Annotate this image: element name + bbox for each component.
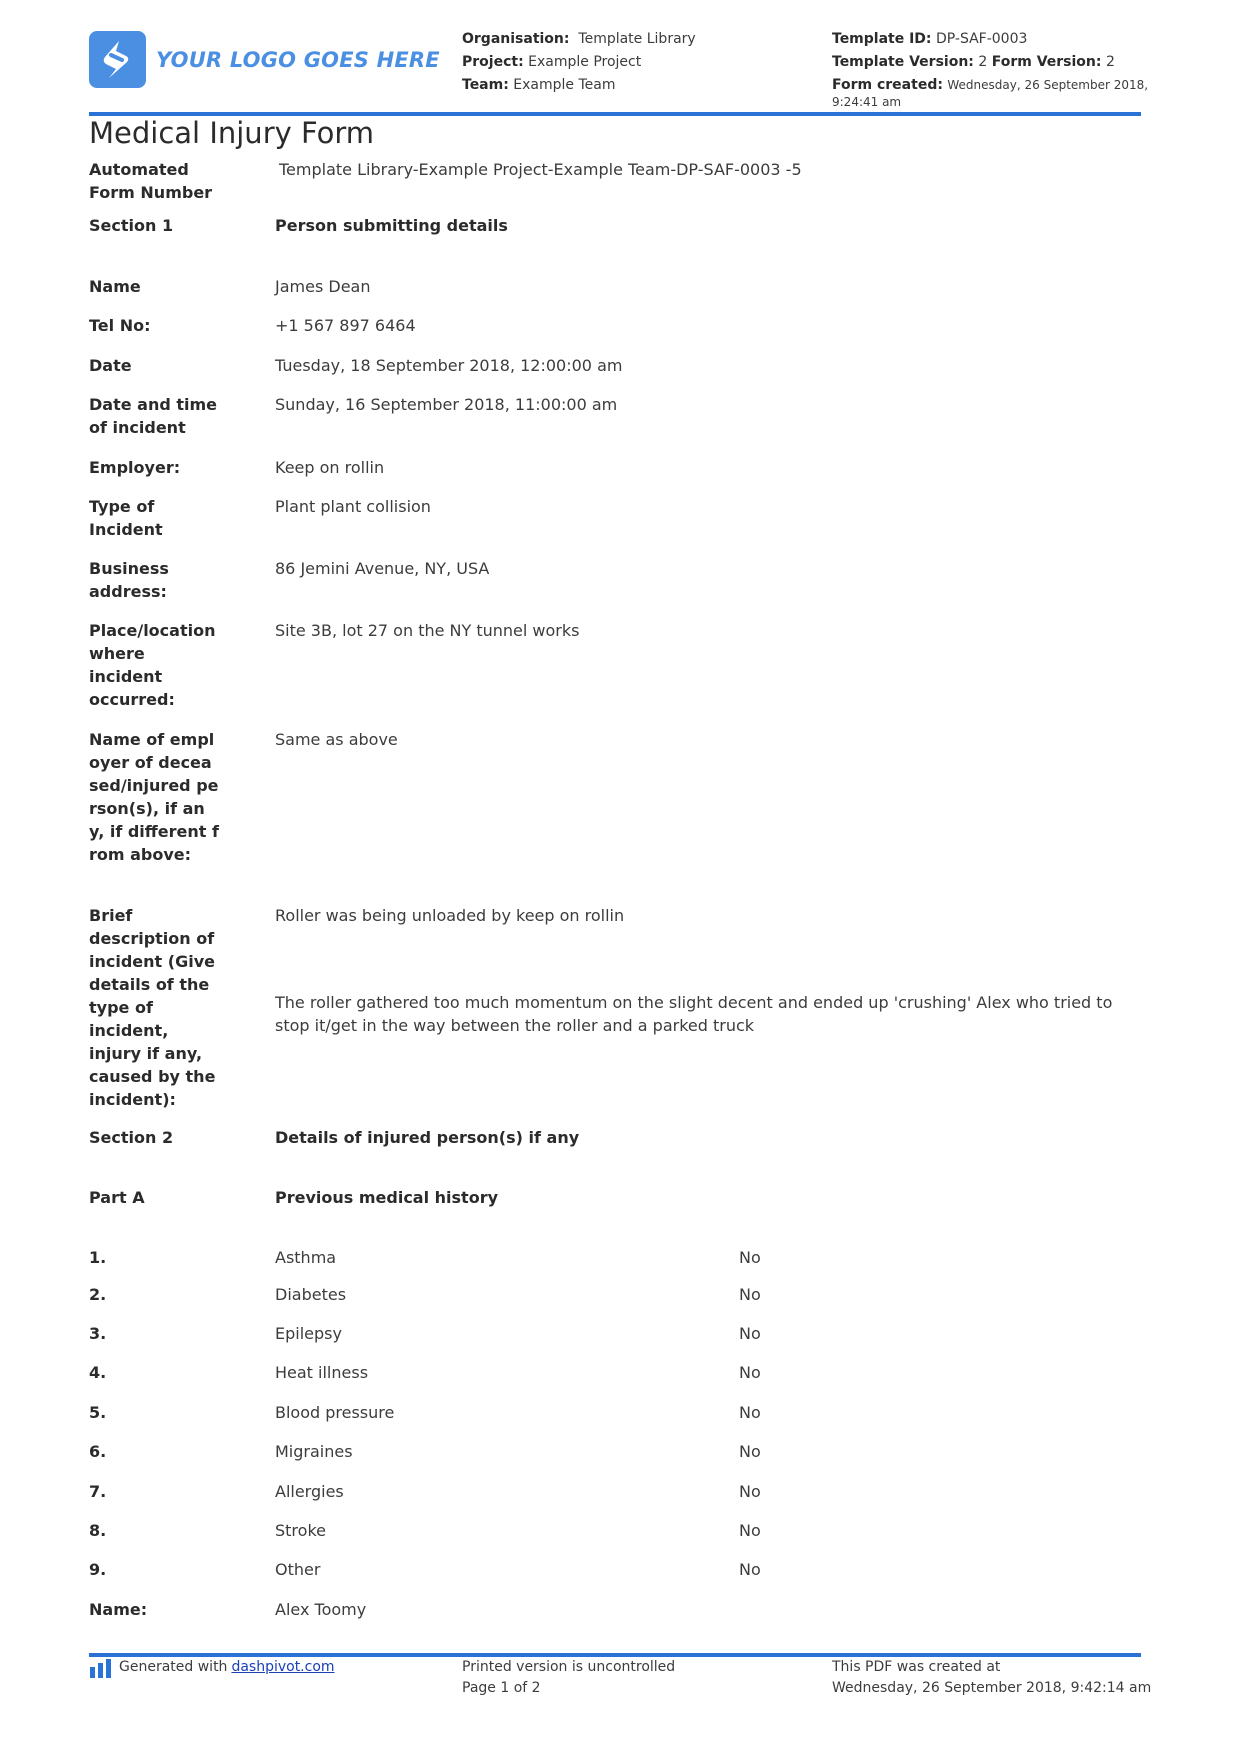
- template-id-value: DP-SAF-0003: [935, 31, 1028, 47]
- history-number: 9.: [89, 1560, 107, 1579]
- employer-of-injured-label: Name of employer of deceased/injured person(s), if any, if different from above:: [89, 730, 219, 864]
- history-condition: Allergies: [275, 1482, 344, 1501]
- history-answer: No: [739, 1285, 761, 1304]
- organisation-label: Organisation:: [462, 31, 570, 47]
- version-row: [832, 51, 1152, 74]
- history-condition: Epilepsy: [275, 1324, 342, 1343]
- printed-notice: Printed version is uncontrolled: [462, 1659, 676, 1675]
- incident-description-value: Roller was being unloaded by keep on rollin: [275, 906, 625, 925]
- history-answer: No: [739, 1324, 761, 1343]
- team-label: Team:: [462, 77, 509, 93]
- form-version-value: 2: [1105, 54, 1115, 70]
- logo-icon: [89, 31, 146, 88]
- tel-label: Tel No:: [89, 316, 151, 335]
- header-project-info: [462, 28, 696, 97]
- history-number: 1.: [89, 1248, 107, 1267]
- incident-datetime-label: Date and time of incident: [89, 395, 218, 437]
- injured-name-label: Name:: [89, 1600, 148, 1619]
- page-number: Page 1 of 2: [462, 1680, 541, 1696]
- history-condition: Diabetes: [275, 1285, 347, 1304]
- history-condition: Other: [275, 1560, 321, 1579]
- history-answer: No: [739, 1560, 761, 1579]
- incident-description-detail: The roller gathered too much momentum on the slight decent and ended up 'crushing' Alex who tried to stop it/get in the way between the roller and a parked truck: [275, 993, 1113, 1035]
- section-1-title: Person submitting details: [275, 216, 508, 235]
- history-answer: No: [739, 1403, 761, 1422]
- part-a-title: Previous medical history: [275, 1188, 499, 1207]
- logo: [89, 31, 440, 88]
- history-number: 8.: [89, 1521, 107, 1540]
- section-1-label: Section 1: [89, 216, 174, 235]
- employer-label: Employer:: [89, 458, 181, 477]
- team-row: [462, 74, 696, 97]
- history-condition: Blood pressure: [275, 1403, 395, 1422]
- business-address-label: Business address:: [89, 559, 169, 601]
- footer-print-info: [462, 1657, 675, 1699]
- generated-text: Generated with: [119, 1659, 228, 1675]
- name-value: James Dean: [275, 277, 371, 296]
- dashpivot-link[interactable]: dashpivot.com: [231, 1659, 335, 1675]
- dashpivot-icon: [89, 1658, 113, 1678]
- part-a-label: Part A: [89, 1188, 145, 1207]
- project-row: [462, 51, 696, 74]
- history-answer: No: [739, 1442, 761, 1461]
- footer-pdf-info: [832, 1657, 1151, 1699]
- pdf-created-value: Wednesday, 26 September 2018, 9:42:14 am: [832, 1680, 1152, 1696]
- section-2-label: Section 2: [89, 1128, 174, 1147]
- template-version-value: 2: [978, 54, 988, 70]
- employer-of-injured-value: Same as above: [275, 730, 398, 749]
- history-answer: No: [739, 1363, 761, 1382]
- tel-value: +1 567 897 6464: [275, 316, 416, 335]
- pdf-created-label: This PDF was created at: [832, 1659, 1001, 1675]
- incident-type-label: Type of Incident: [89, 497, 163, 539]
- team-value: Example Team: [513, 77, 616, 93]
- page-title: Medical Injury Form: [89, 116, 375, 150]
- incident-location-label: Place/location where incident occurred:: [89, 621, 216, 709]
- history-answer: No: [739, 1521, 761, 1540]
- form-created-time: 9:24:41 am: [832, 95, 902, 109]
- form-created-label: Form created:: [832, 77, 943, 93]
- form-created-row: [832, 77, 1152, 111]
- name-label: Name: [89, 277, 141, 296]
- template-version-label: Template Version:: [832, 54, 974, 70]
- automated-form-number-label: Automated Form Number: [89, 160, 213, 202]
- incident-description-label: Brief description of incident (Give details of the type of incident, injury if any, caused by the incident):: [89, 906, 216, 1109]
- automated-form-number-value: Template Library-Example Project-Example Team-DP-SAF-0003 -5: [279, 160, 802, 179]
- history-condition: Migraines: [275, 1442, 353, 1461]
- business-address-value: 86 Jemini Avenue, NY, USA: [275, 559, 490, 578]
- history-condition: Asthma: [275, 1248, 337, 1267]
- history-number: 3.: [89, 1324, 107, 1343]
- history-condition: Stroke: [275, 1521, 326, 1540]
- history-number: 4.: [89, 1363, 107, 1382]
- footer-generated: [89, 1657, 335, 1678]
- history-number: 2.: [89, 1285, 107, 1304]
- history-number: 7.: [89, 1482, 107, 1501]
- history-condition: Heat illness: [275, 1363, 369, 1382]
- incident-datetime-value: Sunday, 16 September 2018, 11:00:00 am: [275, 395, 618, 414]
- organisation-row: [462, 28, 696, 51]
- date-label: Date: [89, 356, 132, 375]
- incident-type-value: Plant plant collision: [275, 497, 431, 516]
- injured-name-value: Alex Toomy: [275, 1600, 367, 1619]
- incident-location-value: Site 3B, lot 27 on the NY tunnel works: [275, 621, 580, 640]
- form-version-label: Form Version:: [991, 54, 1102, 70]
- project-value: Example Project: [528, 54, 642, 70]
- history-number: 5.: [89, 1403, 107, 1422]
- header-template-info: [832, 28, 1152, 111]
- template-id-label: Template ID:: [832, 31, 932, 47]
- history-number: 6.: [89, 1442, 107, 1461]
- section-2-title: Details of injured person(s) if any: [275, 1128, 580, 1147]
- employer-value: Keep on rollin: [275, 458, 385, 477]
- template-id-row: [832, 28, 1152, 51]
- history-answer: No: [739, 1482, 761, 1501]
- logo-text: YOUR LOGO GOES HERE: [156, 47, 440, 72]
- history-answer: No: [739, 1248, 761, 1267]
- organisation-value: Template Library: [578, 31, 696, 47]
- form-created-value: Wednesday, 26 September 2018,: [947, 78, 1149, 92]
- project-label: Project:: [462, 54, 524, 70]
- date-value: Tuesday, 18 September 2018, 12:00:00 am: [275, 356, 623, 375]
